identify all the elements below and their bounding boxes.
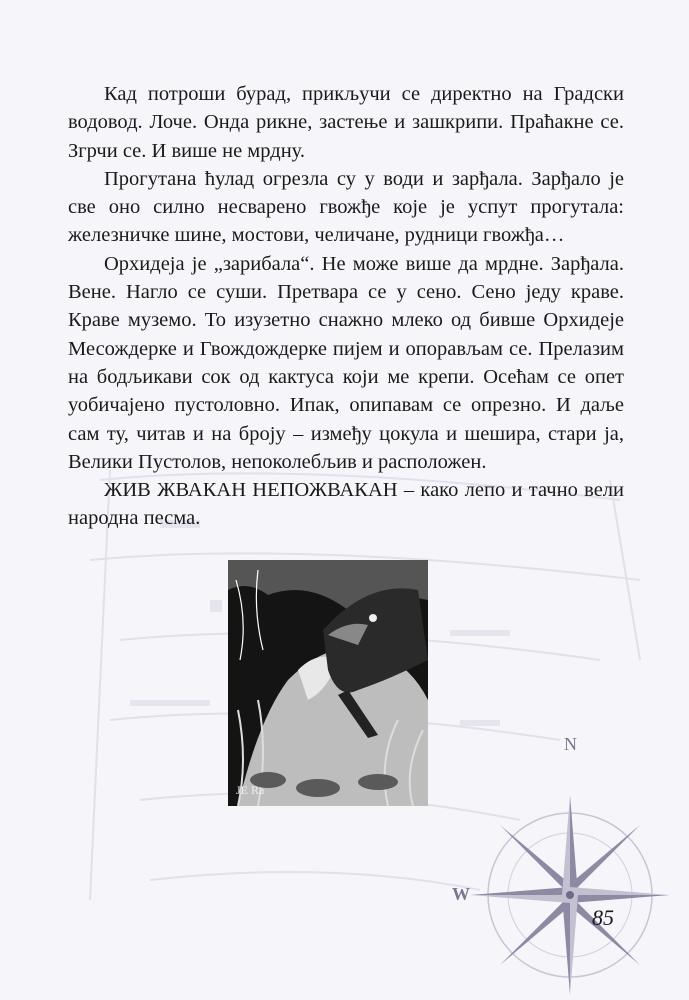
- artist-signature: ЈЕ Ra: [236, 783, 265, 797]
- paragraph-4: ЖИВ ЖВАКАН НЕПОЖВАКАН – како лепо и тачно вели народна песма.: [68, 479, 624, 530]
- paragraph-3: Орхидеја је „зарибала“. Не може више да мрдне. Зарђала. Вене. Нагло се суши. Претвара се у сено. Сено једу краве. Краве муземо. То изузетно снажно млеко од бивше Орхидеје Месождерке и Гвождождерке пијем и опорављам се. Прелазим на бодљикави сок од кактуса који ме крепи. Осећам се опет уобичајено пустоловно. Ипак, опипавам се опрезно. И даље сам ту, читав и на броју – између цокула и шешира, стари ја, Велики Пустолов, непоколебљив и расположен.: [68, 252, 624, 473]
- compass-rose-icon: [440, 710, 689, 1000]
- paragraph-1: Кад потроши бурад, прикључи се директно на Градски водовод. Лоче. Онда рикне, застење и зашкрипи. Праћакне се. Згрчи се. И више не мрдну.: [68, 83, 624, 162]
- wolf-illustration: [228, 560, 428, 806]
- page-number: 85: [592, 905, 614, 930]
- compass-north-label: N: [564, 734, 577, 754]
- paragraph-2: Прогутана ћулад огрезла су у води и зарђала. Зарђало је све оно силно несварено гвожђе које је успут прогутала: железничке шине, мостови, челичане, рудници гвожђа…: [68, 167, 624, 247]
- body-text: [68, 80, 624, 533]
- compass-west-label: W: [452, 884, 470, 904]
